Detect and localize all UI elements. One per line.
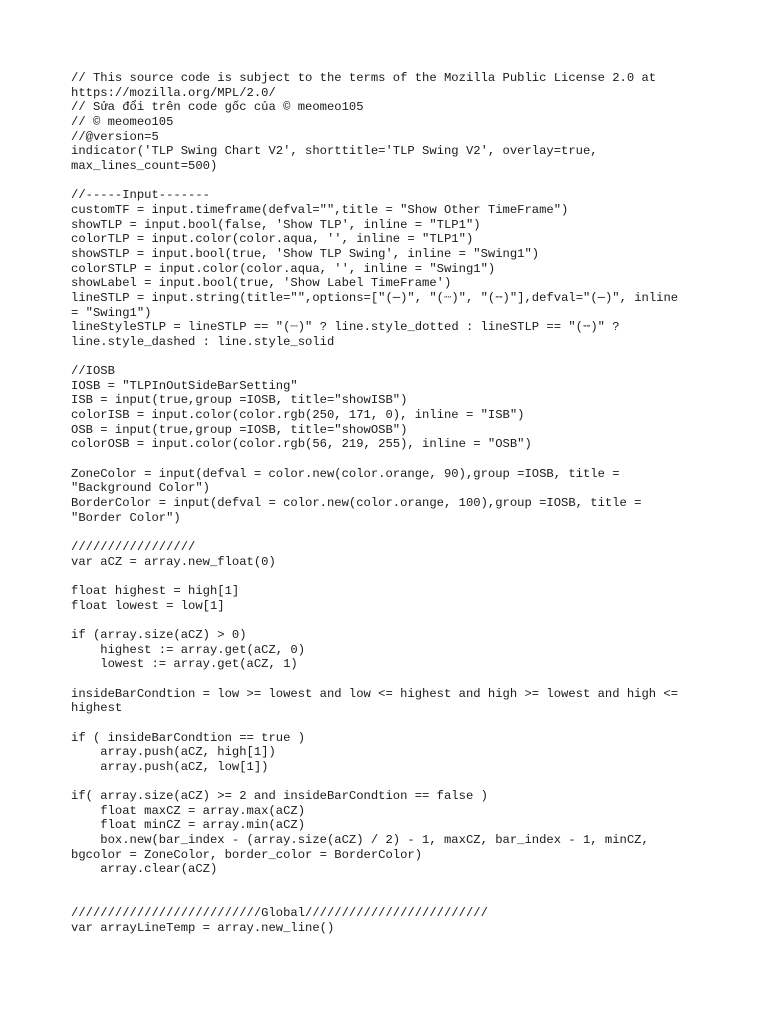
code-line: bgcolor = ZoneColor, border_color = BorderColor) [71, 847, 423, 862]
code-line: colorSTLP = input.color(color.aqua, '', inline = "Swing1") [71, 261, 496, 276]
document-page [71, 71, 731, 936]
code-line: customTF = input.timeframe(defval="",title = "Show Other TimeFrame") [71, 202, 569, 217]
code-line: colorOSB = input.color(color.rgb(56, 219, 255), inline = "OSB") [71, 437, 532, 452]
code-line: highest [71, 701, 123, 716]
code-line: lineStyleSTLP = lineSTLP == "(┈)" ? line.style_dotted : lineSTLP == "(╌)" ? [71, 320, 620, 335]
code-line: ISB = input(true,group =IOSB, title="showISB") [71, 393, 408, 408]
code-line: // Sửa đổi trên code gốc của © meomeo105 [71, 100, 364, 115]
code-line: ZoneColor = input(defval = color.new(color.orange, 90),group =IOSB, title = [71, 466, 620, 481]
code-line: BorderColor = input(defval = color.new(color.orange, 100),group =IOSB, title = [71, 496, 642, 511]
code-line: float maxCZ = array.max(aCZ) [71, 803, 306, 818]
code-line: indicator('TLP Swing Chart V2', shorttitle='TLP Swing V2', overlay=true, [71, 144, 598, 159]
code-line: line.style_dashed : line.style_solid [71, 334, 335, 349]
code-line: lineSTLP = input.string(title="",options=["(─)", "(┈)", "(╌)"],defval="(─)", inline [71, 290, 679, 305]
code-line: OSB = input(true,group =IOSB, title="showOSB") [71, 422, 408, 437]
code-line: array.push(aCZ, high[1]) [71, 745, 276, 760]
code-line: float highest = high[1] [71, 583, 240, 598]
code-line: //-----Input------- [71, 188, 210, 203]
code-line: //IOSB [71, 364, 115, 379]
code-line: if( array.size(aCZ) >= 2 and insideBarCondtion == false ) [71, 789, 488, 804]
code-line: float minCZ = array.min(aCZ) [71, 818, 306, 833]
code-line: IOSB = "TLPInOutSideBarSetting" [71, 378, 298, 393]
code-line: = "Swing1") [71, 305, 152, 320]
code-line: insideBarCondtion = low >= lowest and low <= highest and high >= lowest and high <= [71, 686, 679, 701]
code-line: "Background Color") [71, 481, 210, 496]
code-line: float lowest = low[1] [71, 598, 225, 613]
code-line: //////////////////////////Global///////////////////////// [71, 906, 488, 921]
code-line: max_lines_count=500) [71, 158, 218, 173]
code-line: box.new(bar_index - (array.size(aCZ) / 2) - 1, maxCZ, bar_index - 1, minCZ, [71, 833, 649, 848]
code-line: https://mozilla.org/MPL/2.0/ [71, 85, 276, 100]
code-line: // This source code is subject to the terms of the Mozilla Public License 2.0 at [71, 71, 657, 85]
source-code-block [71, 71, 731, 936]
code-line: colorISB = input.color(color.rgb(250, 171, 0), inline = "ISB") [71, 408, 525, 423]
code-line: var arrayLineTemp = array.new_line() [71, 921, 335, 936]
code-line: var aCZ = array.new_float(0) [71, 554, 276, 569]
code-line: lowest := array.get(aCZ, 1) [71, 657, 298, 672]
code-line: ///////////////// [71, 540, 196, 554]
code-line: showLabel = input.bool(true, 'Show Label TimeFrame') [71, 276, 452, 291]
code-line: showSTLP = input.bool(true, 'Show TLP Swing', inline = "Swing1") [71, 246, 540, 261]
code-line: highest := array.get(aCZ, 0) [71, 642, 306, 657]
code-line: showTLP = input.bool(false, 'Show TLP', inline = "TLP1") [71, 217, 481, 232]
code-line: array.clear(aCZ) [71, 862, 218, 877]
code-line: "Border Color") [71, 510, 181, 525]
code-line: // © meomeo105 [71, 114, 174, 129]
code-line: array.push(aCZ, low[1]) [71, 759, 269, 774]
code-line: //@version=5 [71, 129, 159, 144]
code-line: if (array.size(aCZ) > 0) [71, 627, 247, 642]
code-line: if ( insideBarCondtion == true ) [71, 730, 306, 745]
code-line: colorTLP = input.color(color.aqua, '', inline = "TLP1") [71, 232, 474, 247]
